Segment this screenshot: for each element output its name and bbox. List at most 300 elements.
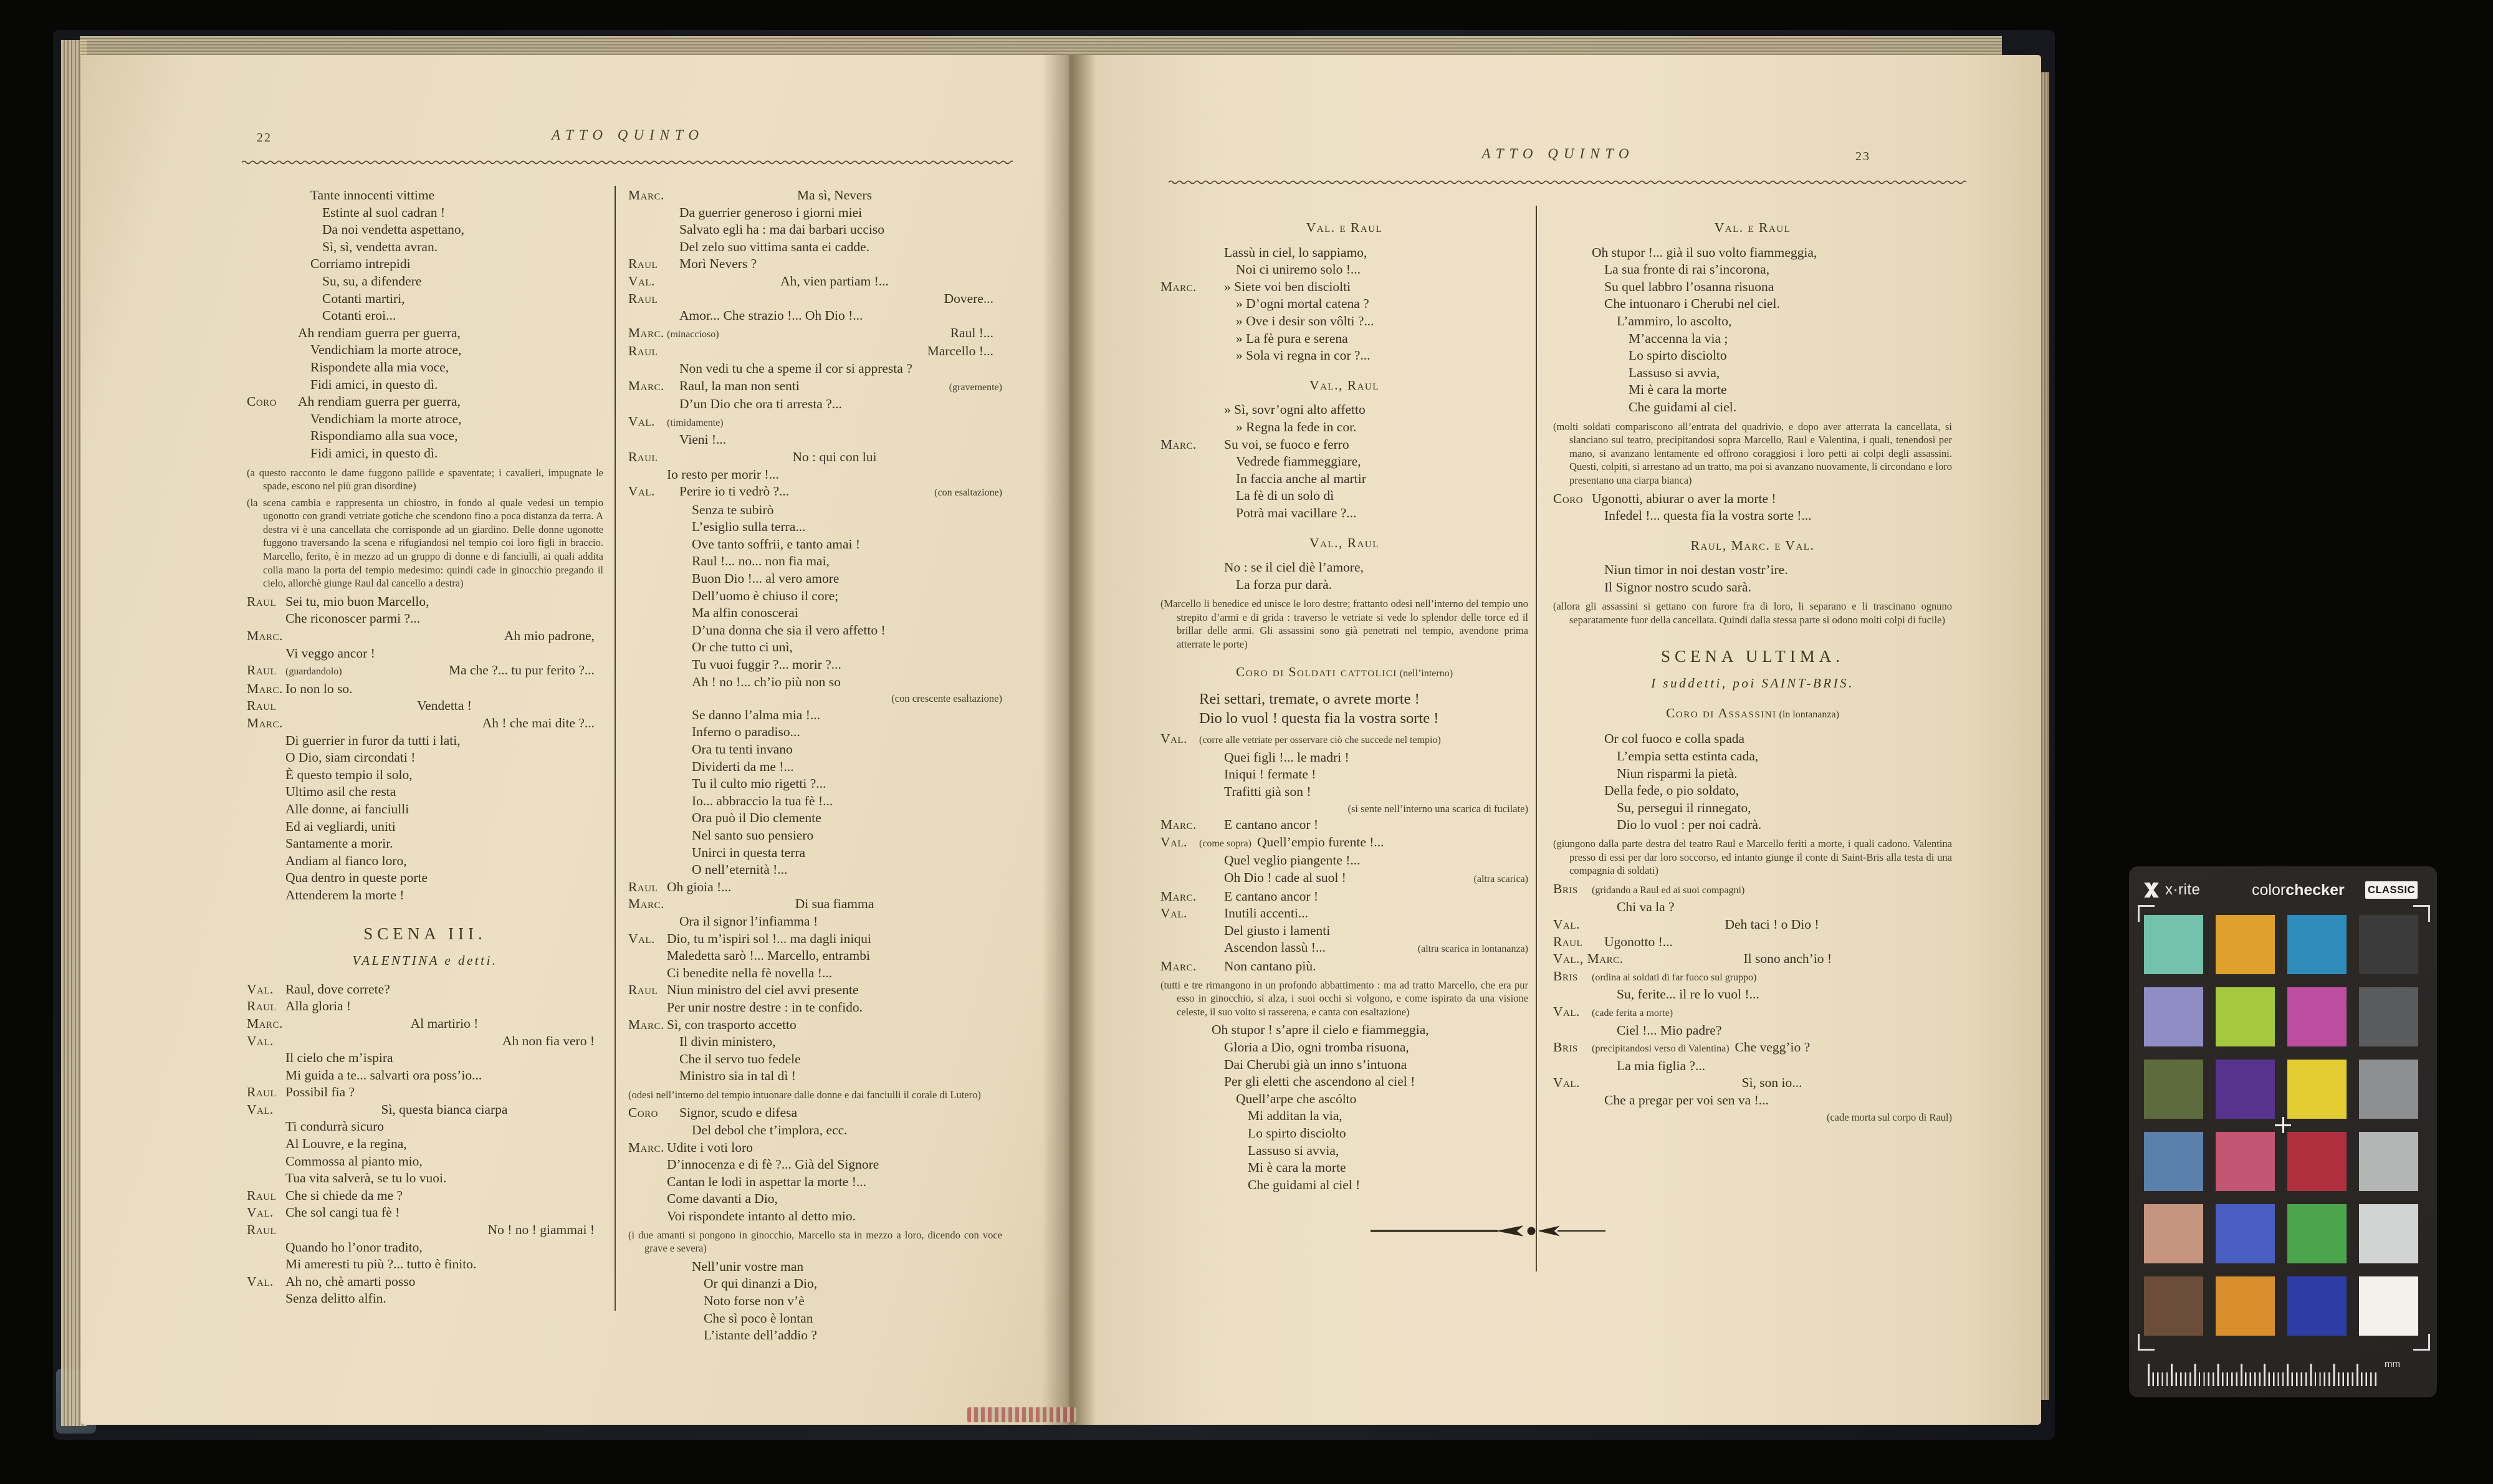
script-line	[628, 1190, 1002, 1208]
script-line	[1553, 295, 1952, 313]
script-line	[1553, 916, 1952, 934]
script-line	[1553, 1039, 1952, 1058]
verse-text: Unirci in questa terra	[692, 845, 806, 860]
speaker-label: Raul	[247, 998, 277, 1014]
group-heading-names: Raul, Marc. e Val.	[1690, 537, 1815, 553]
verse-text: Marcello !...	[927, 343, 993, 359]
script-line	[247, 869, 603, 887]
script-line	[1160, 577, 1528, 594]
script-line	[1553, 765, 1952, 783]
script-line	[1553, 347, 1952, 365]
verse-text: Per gli eletti che ascendono al ciel !	[1224, 1074, 1415, 1089]
verse-text: Del giusto i lamenti	[1224, 922, 1331, 938]
verse-text: Vi veggo ancor !	[285, 645, 375, 661]
column-divider	[1536, 206, 1537, 1271]
color-patch	[2216, 915, 2275, 974]
verse-text: D’un Dio che ora ti arresta ?...	[679, 396, 842, 412]
verse-text: Quando ho l’onor tradito,	[285, 1239, 423, 1255]
verse-text: Or che tutto ci unì,	[692, 639, 793, 655]
script-line	[1553, 881, 1952, 899]
group-heading	[1160, 535, 1528, 552]
speaker-label: Marc.	[628, 378, 664, 393]
script-line	[628, 1139, 1002, 1157]
verse-text: Su voi, se fuoco e ferro	[1224, 436, 1349, 452]
verse-text: Sì, con trasporto accetto	[667, 1017, 797, 1032]
verse-text: Il divin ministero,	[679, 1034, 776, 1050]
script-line	[628, 273, 1002, 290]
color-patch	[2216, 1132, 2275, 1191]
script-line	[247, 835, 603, 853]
script-line	[1160, 689, 1528, 709]
group-heading-names: Val. e Raul	[1306, 220, 1383, 235]
script-line	[628, 1310, 1002, 1328]
script-line	[1160, 261, 1528, 279]
script-line	[247, 818, 603, 836]
book-gutter-shadow	[1042, 55, 1096, 1425]
verse-text: Sì, son io...	[1741, 1075, 1802, 1091]
speaker-label: Marc.	[628, 896, 664, 912]
script-line	[247, 767, 603, 784]
inline-stage-direction-right: (gravemente)	[949, 381, 1002, 393]
verse-text: Rispondiamo alla sua voce,	[310, 428, 458, 444]
verse-text: Noto forse non v’è	[704, 1293, 805, 1308]
script-line	[628, 741, 1002, 759]
script-line	[247, 411, 603, 428]
verse-text: Morì Nevers ?	[679, 256, 757, 272]
column-divider	[615, 186, 616, 1311]
inline-stage-direction-right: (altra scarica)	[1473, 874, 1528, 884]
color-patch	[2216, 1204, 2275, 1263]
verse-text: Ministro sia in tal dì !	[679, 1068, 796, 1084]
script-line	[628, 325, 1002, 343]
script-line	[247, 1050, 603, 1067]
speaker-label: Raul	[628, 879, 658, 894]
verse-text: Ah no, chè amarti posso	[285, 1273, 416, 1289]
stage-direction: (cade morta sul corpo di Raul)	[1826, 1111, 1952, 1123]
speaker-label: Marc.	[1160, 888, 1197, 904]
script-line	[628, 187, 1002, 204]
verse-text: Che riconoscer parmi ?...	[285, 611, 421, 626]
verse-text: » La fè pura e serena	[1236, 330, 1348, 346]
page-23	[1069, 55, 2041, 1425]
verse-text: » Regna la fede in cor.	[1236, 419, 1357, 434]
script-line	[1553, 730, 1952, 748]
script-line	[628, 674, 1002, 691]
script-line	[628, 879, 1002, 896]
script-line	[247, 1290, 603, 1308]
verse-text: Di guerrier in furor da tutti i lati,	[285, 732, 461, 748]
verse-text: Nel santo suo pensiero	[692, 827, 814, 843]
verse-text: Potrà mai vacillare ?...	[1236, 505, 1357, 520]
script-line	[628, 931, 1002, 948]
verse-text: Che guidami al ciel.	[1629, 399, 1737, 414]
script-line	[1553, 1058, 1952, 1075]
verse-text: Niun timor in noi destan vostr’ire.	[1604, 562, 1788, 578]
verse-text: Come davanti a Dio,	[667, 1191, 778, 1207]
verse-text: Chi va la ?	[1617, 899, 1675, 915]
script-line	[1160, 749, 1528, 767]
verse-text: Estinte al suol cadran !	[322, 204, 446, 220]
verse-text: È questo tempio il solo,	[285, 767, 413, 782]
script-line	[628, 1051, 1002, 1068]
speaker-label: Raul	[247, 1084, 277, 1100]
verse-text: Niun risparmi la pietà.	[1617, 765, 1738, 781]
color-patch	[2359, 1276, 2418, 1336]
verse-text: » Sì, sovr’ogni alto affetto	[1224, 402, 1366, 418]
verse-text: Ora tu tenti invano	[692, 742, 793, 757]
verse-text: Deh taci ! o Dio !	[1725, 916, 1819, 932]
color-patch	[2359, 1132, 2418, 1191]
speaker-label: Val.	[247, 1101, 274, 1117]
verse-text: E cantano ancor !	[1224, 888, 1319, 904]
script-line	[628, 1327, 1002, 1344]
verse-text: Inutili accenti...	[1224, 906, 1308, 921]
verse-text: Ora può il Dio clemente	[692, 810, 821, 826]
script-line	[247, 1239, 603, 1257]
title-light: color	[2252, 881, 2286, 899]
script-line	[247, 256, 603, 273]
script-line	[1553, 968, 1952, 987]
script-line	[247, 662, 603, 681]
verse-text: Rispondete alla mia voce,	[310, 359, 449, 375]
stage-direction: (giungono dalla parte destra del teatro Raul e Marcello feriti a morte, i quali cadono. Valentina presso di essi per dar loro soccorso, ed intanto giunge il conte di Saint-Bris alla testa di una compagnia di soldati)	[1553, 838, 1952, 877]
script-line	[628, 947, 1002, 965]
verse-text: Dovere...	[944, 290, 993, 306]
stage-direction: (tutti e tre rimangono in un profondo abbattimento : ma ad tratto Marcello, che era pur esso in ginocchio, si alza, i suoi occhi si volgono, e come ispirato da una visione celeste, il suo volto si rasserena, e canta con esaltazione)	[1160, 979, 1528, 1018]
verse-text: Trafitti già son !	[1224, 784, 1311, 800]
verse-text: Senza delitto alfin.	[285, 1291, 386, 1306]
script-line	[247, 628, 603, 645]
verse-text: » D’ogni mortal catena ?	[1236, 296, 1369, 312]
color-patch	[2359, 915, 2418, 974]
verse-text: Or qui dinanzi a Dio,	[704, 1276, 818, 1291]
verse-text: L’istante dell’addio ?	[704, 1328, 817, 1343]
verse-text: Ah rendiam guerra per guerra,	[298, 394, 461, 409]
speaker-label: Val.	[247, 1033, 274, 1048]
script-line	[628, 982, 1002, 999]
stage-direction: (odesi nell’interno del tempio intuonare dalle donne e dai fanciulli il corale di Lutero)	[628, 1088, 981, 1101]
verse-text: Qua dentro in queste porte	[285, 870, 428, 886]
script-line	[628, 1156, 1002, 1174]
verse-text: Ultimo asil che resta	[285, 784, 396, 800]
speaker-label: Marc.	[247, 716, 283, 730]
verse-text: Mi additan la via,	[1248, 1108, 1342, 1124]
color-patch	[2359, 1204, 2418, 1263]
verse-text: La forza pur darà.	[1236, 577, 1332, 592]
verse-text: Del zelo suo vittima santa ei cadde.	[679, 239, 870, 254]
speaker-label: Val.	[1553, 1075, 1580, 1091]
verse-text: Della fede, o pio soldato,	[1604, 783, 1739, 798]
verse-text: Che vegg’io ?	[1735, 1040, 1811, 1055]
verse-text: Quell’empio furente !...	[1256, 834, 1384, 850]
script-line	[628, 204, 1002, 222]
script-line	[1160, 869, 1528, 888]
script-line	[1160, 1022, 1528, 1039]
speaker-label: Marc.	[247, 1015, 283, 1031]
speaker-label: Coro	[247, 394, 277, 409]
verse-text: Vendichiam la morte atroce,	[310, 411, 462, 426]
speaker-label: Raul	[628, 290, 658, 306]
script-line	[247, 593, 603, 611]
script-line	[247, 290, 603, 308]
verse-text: Corriamo intrepidi	[310, 256, 411, 272]
script-line	[628, 999, 1002, 1017]
verse-text: L’esiglio sulla terra...	[692, 519, 806, 535]
script-line	[1553, 816, 1952, 834]
verse-text: L’empia setta estinta cada,	[1617, 749, 1759, 764]
registration-bracket	[2413, 1334, 2430, 1351]
script-line	[1160, 419, 1528, 436]
script-line	[1160, 487, 1528, 505]
group-heading	[1553, 705, 1952, 724]
verse-text: Tante innocenti vittime	[310, 188, 435, 203]
title-bold: checker	[2285, 881, 2345, 899]
script-line	[247, 1187, 603, 1205]
script-line	[1160, 1073, 1528, 1091]
script-line	[1160, 279, 1528, 296]
script-line	[247, 1204, 603, 1222]
verse-text: La mia figlia ?...	[1617, 1058, 1706, 1073]
script-line	[247, 342, 603, 359]
script-line	[247, 325, 603, 342]
script-line	[628, 896, 1002, 913]
color-patch	[2287, 1132, 2347, 1191]
scene-cast-line: I suddetti, poi SAINT-BRIS.	[1651, 676, 1854, 691]
verse-text: Tu vuoi fuggir ?... morir ?...	[692, 657, 841, 673]
verse-text: Per unir nostre destre : in te confido.	[667, 999, 863, 1015]
stage-direction: (con crescente esaltazione)	[891, 692, 1002, 705]
script-line	[1160, 1177, 1528, 1194]
verse-text: Dio, tu m’ispiri sol !... ma dagli iniqui	[667, 931, 871, 946]
script-line	[628, 1033, 1002, 1051]
speaker-label: Val.	[1160, 834, 1187, 850]
script-line	[1553, 562, 1952, 579]
text-column	[247, 187, 603, 1308]
verse-text: Dio lo vuol : per noi cadrà.	[1617, 817, 1762, 833]
verse-text: Ti condurrà sicuro	[285, 1119, 385, 1134]
script-line	[628, 553, 1002, 570]
speaker-label: Val.	[628, 484, 655, 499]
script-line	[1553, 950, 1952, 968]
verse-text: Ed ai vegliardi, uniti	[285, 818, 396, 834]
script-line	[1160, 958, 1528, 975]
script-line	[1160, 1142, 1528, 1160]
inline-stage-direction: (ordina ai soldati di far fuoco sul gruppo)	[1592, 972, 1757, 983]
script-line	[628, 622, 1002, 639]
verse-text: Il Signor nostro scudo sarà.	[1604, 579, 1751, 595]
verse-text: Alle donne, ai fanciulli	[285, 801, 409, 816]
script-line	[247, 732, 603, 750]
verse-text: Lassù in ciel, lo sappiamo,	[1224, 244, 1367, 260]
verse-text: Vedrede fiammeggiare,	[1236, 454, 1361, 469]
group-heading	[1160, 664, 1528, 682]
script-line	[628, 724, 1002, 741]
speaker-label: Val.	[1160, 906, 1187, 921]
verse-text: Nell’unir vostre man	[692, 1258, 804, 1274]
script-line	[1160, 313, 1528, 330]
verse-text: Non vedi tu che a speme il cor si appresta ?	[679, 360, 912, 376]
script-line	[247, 697, 603, 715]
verse-text: Ci benedite nella fè novella !...	[667, 965, 833, 980]
verse-text: Lo spirto disciolto	[1248, 1125, 1346, 1141]
script-line	[247, 645, 603, 663]
script-line	[628, 1258, 1002, 1276]
verse-text: O nell’eternità !...	[692, 862, 788, 878]
script-line	[628, 239, 1002, 256]
script-line	[628, 519, 1002, 536]
verse-text: Non cantano più.	[1224, 958, 1316, 974]
verse-text: Ciel !... Mio padre?	[1617, 1022, 1722, 1038]
speaker-label: Bris	[1553, 881, 1578, 896]
script-line	[1160, 1159, 1528, 1177]
verse-text: Mi ameresti tu più ?... tutto è finito.	[285, 1257, 477, 1272]
verse-text: Ma alfin conoscerai	[692, 605, 798, 621]
script-line	[1553, 399, 1952, 416]
script-line	[628, 431, 1002, 449]
speaker-label: Raul	[247, 1222, 277, 1238]
verse-text: Lassuso si avvia,	[1629, 365, 1720, 380]
verse-text: Ugonotto !...	[1604, 934, 1673, 949]
verse-text: Possibil fia ?	[285, 1084, 355, 1100]
script-line	[1553, 782, 1952, 800]
verse-text: Che sol cangi tua fè !	[285, 1205, 400, 1220]
script-line	[628, 810, 1002, 827]
script-line	[1553, 1003, 1952, 1022]
color-patch	[2144, 1132, 2203, 1191]
verse-text: Lassuso si avvia,	[1248, 1142, 1339, 1158]
script-line	[1553, 279, 1952, 296]
script-line	[628, 307, 1002, 325]
script-line	[247, 307, 603, 325]
script-line	[247, 1033, 603, 1050]
verse-text: Al Louvre, e la regina,	[285, 1136, 407, 1152]
verse-text: Andiam al fianco loro,	[285, 853, 407, 868]
verse-text: Cantan le lodi in aspettar la morte !...	[667, 1174, 867, 1189]
inline-stage-direction: (timidamente)	[667, 417, 724, 428]
inline-stage-direction-right: (altra scarica in lontananza)	[1417, 944, 1528, 955]
inline-stage-direction: (cade ferita a morte)	[1592, 1007, 1673, 1018]
script-line	[628, 1104, 1002, 1122]
script-line	[628, 1122, 1002, 1139]
speaker-label: Val.	[628, 413, 655, 429]
script-line	[628, 707, 1002, 724]
speaker-label: Marc.	[628, 1017, 664, 1032]
verse-text: Il cielo che m’ispira	[285, 1050, 393, 1066]
verse-text: No ! no ! giammai !	[487, 1222, 595, 1238]
script-line	[247, 273, 603, 290]
verse-text: In faccia anche al martir	[1236, 471, 1366, 486]
script-line	[1553, 507, 1952, 525]
classic-badge: CLASSIC	[2365, 881, 2418, 899]
script-line	[628, 483, 1002, 502]
script-line	[247, 393, 603, 411]
verse-text: Vieni !...	[679, 432, 727, 448]
script-line	[628, 913, 1002, 931]
script-line	[1160, 888, 1528, 906]
verse-text: Quei figli !... le madri !	[1224, 749, 1349, 765]
script-line	[247, 1118, 603, 1136]
scene-heading: SCENA ULTIMA.	[1660, 646, 1845, 666]
script-line	[1160, 436, 1528, 454]
stage-direction: (a questo racconto le dame fuggono pallide e spaventate; i cavalieri, impugnate le spade, escono nel più gran disordine)	[247, 466, 603, 492]
verse-text: Che sì poco è lontan	[704, 1310, 813, 1326]
script-line	[247, 428, 603, 445]
verse-text: » Siete voi ben disciolti	[1224, 279, 1351, 294]
inline-stage-direction: (corre alle vetriate per osservare ciò che succede nel tempio)	[1199, 735, 1441, 746]
group-heading	[1553, 219, 1952, 237]
verse-text: Noi ci uniremo solo !...	[1236, 262, 1361, 277]
verse-text: Mi guida a te... salvarti ora poss’io...	[285, 1067, 482, 1083]
group-heading-direction: (nell’interno)	[1397, 668, 1453, 679]
text-column	[1160, 207, 1528, 1194]
script-line	[247, 1273, 603, 1291]
verse-text: Niun ministro del ciel avvi presente	[667, 982, 859, 998]
script-line	[1553, 579, 1952, 596]
verse-text: Or col fuoco e colla spada	[1604, 731, 1745, 747]
script-line	[247, 887, 603, 904]
group-heading-names: Coro di Soldati cattolici	[1235, 664, 1397, 679]
script-line	[628, 378, 1002, 396]
verse-text: Raul, dove correte?	[285, 981, 390, 997]
verse-text: Che il servo tuo fedele	[679, 1051, 801, 1066]
verse-text: Iniqui ! fermate !	[1224, 767, 1316, 782]
speaker-label: Marc.	[1160, 817, 1197, 833]
script-line	[1553, 800, 1952, 817]
script-line	[1160, 852, 1528, 869]
verse-text: » Ove i desir son vôlti ?...	[1236, 313, 1374, 328]
verse-text: Voi rispondete intanto al detto mio.	[667, 1209, 856, 1224]
script-line	[247, 1084, 603, 1101]
script-line	[1160, 1056, 1528, 1074]
verse-text: Infedel !... questa fia la vostra sorte !...	[1604, 508, 1812, 524]
script-line	[1160, 1125, 1528, 1142]
script-line	[247, 359, 603, 376]
script-line	[247, 1153, 603, 1170]
verse-text: Dio lo vuol ! questa fia la vostra sorte !	[1199, 710, 1439, 727]
verse-text: Senza te subirò	[692, 502, 774, 517]
verse-text: Tu il culto mio rigetti ?...	[692, 776, 826, 792]
color-patch	[2287, 1204, 2347, 1263]
color-patch	[2359, 987, 2418, 1046]
speaker-label: Raul	[628, 982, 658, 998]
verse-text: Maledetta sarò !... Marcello, entrambi	[667, 948, 870, 964]
script-line	[628, 656, 1002, 674]
group-heading-names: Val. e Raul	[1714, 220, 1791, 235]
script-line	[1160, 709, 1528, 728]
script-line	[1160, 783, 1528, 801]
color-patch	[2287, 915, 2347, 974]
script-line	[1160, 1091, 1528, 1108]
verse-text: Inferno o paradiso...	[692, 724, 800, 740]
speaker-label: Bris	[1553, 1040, 1578, 1055]
script-line	[247, 1222, 603, 1239]
script-line	[247, 610, 603, 628]
script-line	[1160, 1039, 1528, 1056]
speaker-label: Val.	[628, 931, 655, 946]
wavy-rule	[242, 160, 1013, 165]
verse-text: Alla gloria !	[285, 998, 352, 1014]
verse-text: Tua vita salverà, se tu lo vuoi.	[285, 1170, 447, 1186]
verse-text: Oh stupor !... già il suo volto fiammeggia,	[1592, 244, 1817, 260]
script-line	[1160, 453, 1528, 471]
script-line	[247, 853, 603, 870]
speaker-label: Val.	[1160, 731, 1187, 747]
verse-text: Commossa al pianto mio,	[285, 1153, 423, 1169]
script-line	[247, 681, 603, 698]
script-line	[628, 759, 1002, 776]
page-number: 23	[1855, 150, 1870, 163]
script-line	[247, 1067, 603, 1084]
